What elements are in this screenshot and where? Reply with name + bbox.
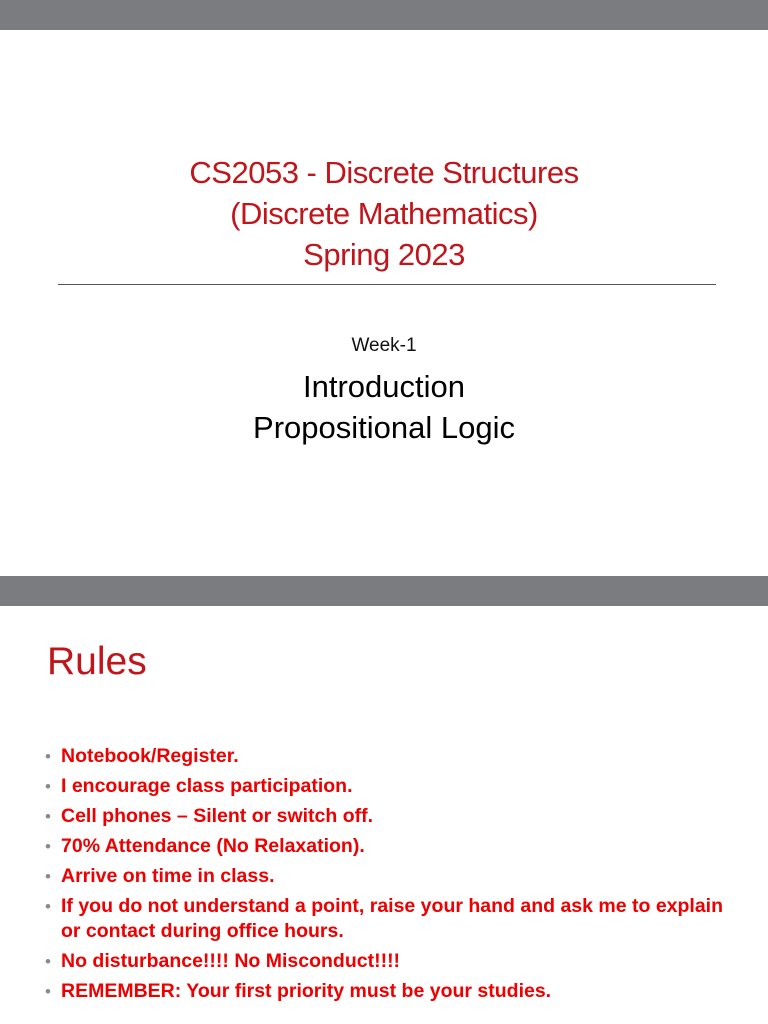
course-title bbox=[0, 152, 768, 275]
rule-text: Arrive on time in class. bbox=[61, 865, 275, 887]
rule-item bbox=[45, 774, 745, 799]
bullet-icon: • bbox=[45, 982, 51, 1001]
rule-text: If you do not understand a point, raise your hand and ask me to explain or contact during office hours. bbox=[61, 895, 724, 942]
slide1-top-bar bbox=[0, 0, 768, 30]
rule-text: No disturbance!!!! No Misconduct!!!! bbox=[61, 950, 401, 972]
bullet-icon: • bbox=[45, 807, 51, 826]
rule-text: I encourage class participation. bbox=[61, 775, 353, 797]
rule-item bbox=[45, 979, 745, 1004]
slide2-top-bar bbox=[0, 576, 768, 606]
course-title-line-2: (Discrete Mathematics) bbox=[230, 196, 538, 231]
rule-text: 70% Attendance (No Relaxation). bbox=[61, 835, 365, 857]
rules-list bbox=[45, 744, 745, 1009]
rule-item bbox=[45, 894, 745, 944]
rule-item bbox=[45, 864, 745, 889]
subtitle-line-2: Propositional Logic bbox=[253, 410, 515, 445]
course-title-line-1: CS2053 - Discrete Structures bbox=[189, 155, 579, 190]
bullet-icon: • bbox=[45, 747, 51, 766]
rule-item bbox=[45, 804, 745, 829]
rule-item bbox=[45, 834, 745, 859]
week-label: Week-1 bbox=[351, 335, 417, 356]
bullet-icon: • bbox=[45, 897, 51, 916]
bullet-icon: • bbox=[45, 777, 51, 796]
bullet-icon: • bbox=[45, 867, 51, 886]
rule-item bbox=[45, 949, 745, 974]
title-divider bbox=[58, 284, 716, 285]
bullet-icon: • bbox=[45, 952, 51, 971]
rule-text: Cell phones – Silent or switch off. bbox=[61, 805, 374, 827]
rule-text: Notebook/Register. bbox=[61, 745, 239, 767]
rules-heading: Rules bbox=[47, 640, 147, 683]
subtitle-line-1: Introduction bbox=[303, 369, 465, 404]
course-title-line-3: Spring 2023 bbox=[303, 237, 465, 272]
bullet-icon: • bbox=[45, 837, 51, 856]
rule-text: REMEMBER: Your first priority must be your studies. bbox=[61, 980, 552, 1002]
rule-item bbox=[45, 744, 745, 769]
lecture-subtitle bbox=[0, 366, 768, 448]
